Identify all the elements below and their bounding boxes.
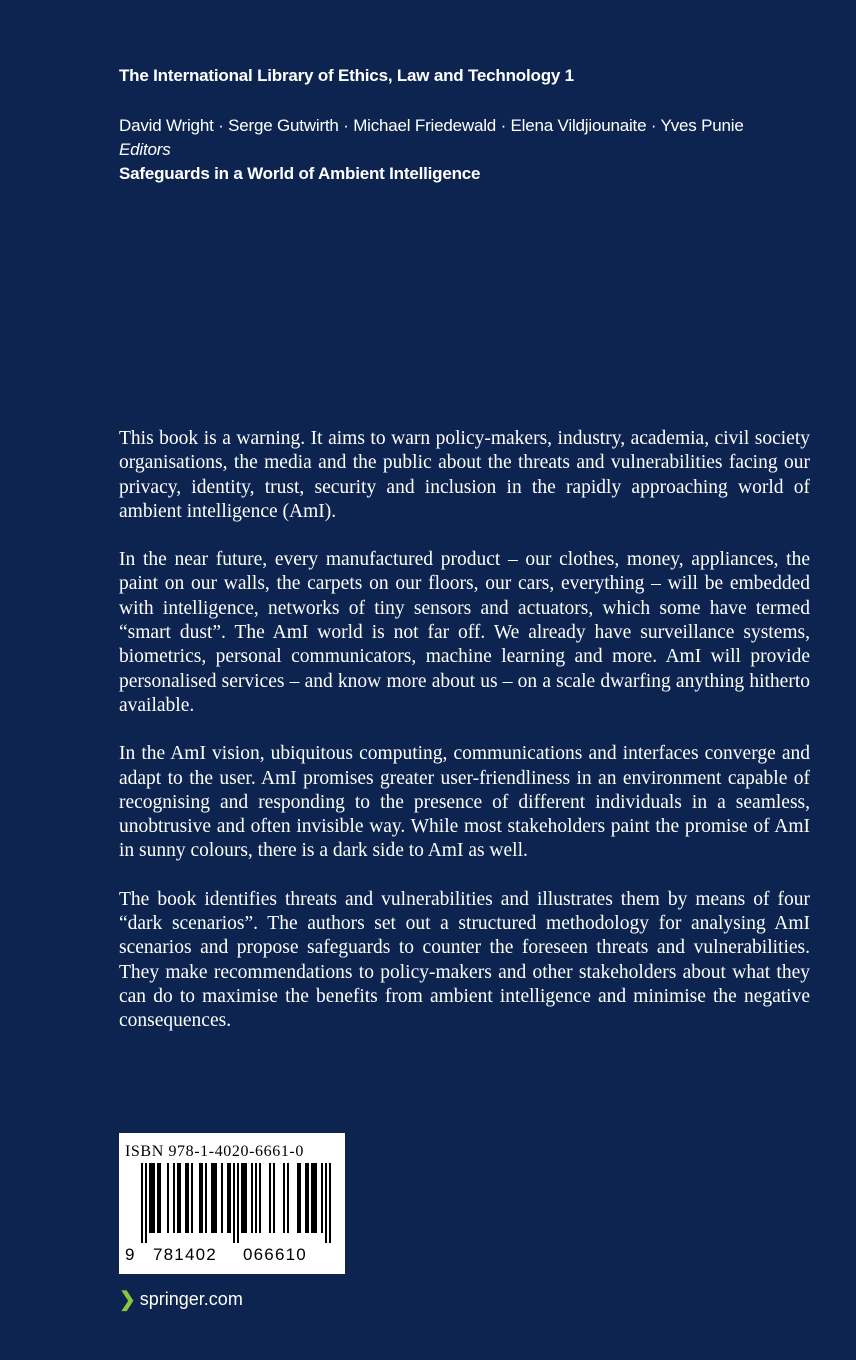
barcode-bar	[205, 1163, 207, 1233]
blurb-paragraph: In the AmI vision, ubiquitous computing, communications and interfaces converge and adapt to the user. AmI promises greater user-friendliness in an environment capable of recognising and responding to the presence of different individuals in a seamless, unobtrusive and often invisible way. While most stakeholders paint the promise of AmI in sunny colours, there is a dark side to AmI as well.	[119, 743, 810, 862]
website-link[interactable]: springer.com	[139, 1289, 243, 1309]
series-title: The International Library of Ethics, Law and Technology 1	[119, 66, 574, 85]
barcode-bar	[315, 1163, 317, 1233]
barcode-bar	[185, 1163, 187, 1233]
barcode-bar	[227, 1163, 229, 1233]
ean-left-digits: 781402	[153, 1245, 217, 1264]
barcode-bar	[311, 1163, 313, 1233]
barcode-bar	[255, 1163, 257, 1233]
barcode-bar	[329, 1163, 331, 1243]
barcode-bar	[251, 1163, 253, 1233]
editors-names: David Wright · Serge Gutwirth · Michael Friedewald · Elena Vildjiounaite · Yves Punie	[119, 116, 744, 135]
editors-role: Editors	[119, 140, 171, 159]
barcode-bar	[245, 1163, 247, 1233]
ean-right-digits: 066610	[243, 1245, 307, 1264]
barcode-bar	[173, 1163, 175, 1233]
isbn-barcode	[119, 1133, 345, 1274]
barcode-bar	[307, 1163, 309, 1233]
barcode-bar	[157, 1163, 159, 1233]
barcode-bar	[243, 1163, 245, 1233]
book-title: Safeguards in a World of Ambient Intelligence	[119, 164, 481, 183]
editors-block	[119, 114, 744, 186]
barcode-bar	[233, 1163, 235, 1243]
barcode-bar	[191, 1163, 193, 1233]
barcode-bar	[325, 1163, 327, 1243]
barcode-bar	[167, 1163, 169, 1233]
barcode-bar	[199, 1163, 201, 1233]
isbn-label: ISBN 978-1-4020-6661-0	[125, 1143, 304, 1160]
barcode-bar	[299, 1163, 301, 1233]
barcode-bar	[187, 1163, 189, 1233]
chevron-right-icon: ❯	[119, 1289, 136, 1311]
blurb-paragraph: The book identifies threats and vulnerabilities and illustrates them by means of four “dark scenarios”. The authors set out a structured methodology for analysing AmI scenarios and propose safeguards to counter the foreseen threats and vulnerabilities. They make recommendations to policy-makers and other stakeholders about what they can do to maximise the benefits from ambient intelligence and minimise the negative consequences.	[119, 888, 810, 1032]
barcode-bar	[273, 1163, 275, 1233]
blurb-paragraph: In the near future, every manufactured product – our clothes, money, appliances, the paint on our walls, the carpets on our floors, our cars, everything – will be embedded with intelligence, networks of tiny sensors and actuators, which some have termed “smart dust”. The AmI world is not far off. We already have surveillance systems, biometrics, personal communicators, machine learning and more. AmI will provide personalised services – and know more about us – on a scale dwarfing anything hitherto available.	[119, 549, 810, 716]
barcode-bar	[229, 1163, 231, 1233]
barcode-bar	[283, 1163, 285, 1233]
publisher-website[interactable]	[119, 1287, 243, 1312]
barcode-bar	[269, 1163, 271, 1233]
barcode-bar	[321, 1163, 323, 1233]
barcode-bar	[153, 1163, 155, 1233]
barcode-bar	[297, 1163, 299, 1233]
barcode-bar	[179, 1163, 181, 1233]
barcode-bar	[259, 1163, 261, 1233]
barcode-bar	[313, 1163, 315, 1233]
barcode-bar	[241, 1163, 243, 1233]
barcode-bar	[215, 1163, 217, 1233]
ean-first-digit: 9	[125, 1245, 136, 1264]
barcode-bar	[145, 1163, 147, 1243]
barcode-bar	[151, 1163, 153, 1233]
barcode-bar	[141, 1163, 143, 1243]
barcode-bar	[177, 1163, 179, 1233]
barcode-bar	[287, 1163, 289, 1233]
barcode-bars	[119, 1163, 345, 1245]
barcode-bar	[213, 1163, 215, 1233]
barcode-bar	[305, 1163, 307, 1233]
blurb-paragraph: This book is a warning. It aims to warn policy-makers, industry, academia, civil society organisations, the media and the public about the threats and vulnerabilities facing our privacy, identity, trust, security and inclusion in the rapidly approaching world of ambient intelligence (AmI).	[119, 428, 810, 522]
barcode-bar	[237, 1163, 239, 1243]
barcode-bar	[201, 1163, 203, 1233]
barcode-bar	[159, 1163, 161, 1233]
back-cover-blurb	[119, 427, 810, 1058]
barcode-bar	[221, 1163, 223, 1233]
barcode-bar	[149, 1163, 151, 1233]
barcode-bar	[211, 1163, 213, 1233]
